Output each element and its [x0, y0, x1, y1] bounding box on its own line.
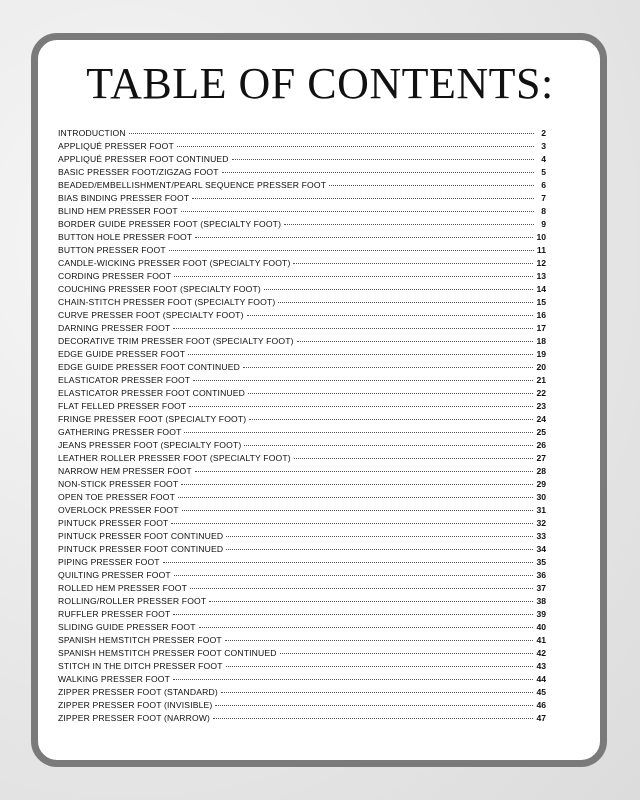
toc-entry-label: INTRODUCTION [58, 128, 126, 138]
toc-entry-label: BIAS BINDING PRESSER FOOT [58, 193, 190, 203]
toc-entry-page-number: 38 [536, 596, 546, 606]
toc-entry-page-number: 46 [536, 700, 546, 710]
toc-entry-label: NON-STICK PRESSER FOOT [58, 479, 179, 489]
toc-entry-label: ZIPPER PRESSER FOOT (NARROW) [58, 713, 211, 723]
toc-entry-page-number: 18 [536, 336, 546, 346]
toc-entry-page-number: 27 [536, 453, 546, 463]
toc-entry [58, 686, 546, 699]
toc-entry [58, 556, 546, 569]
dot-leader [129, 133, 534, 134]
toc-entry [58, 400, 546, 413]
toc-entry-label: BASIC PRESSER FOOT/ZIGZAG FOOT [58, 167, 219, 177]
toc-entry [58, 465, 546, 478]
toc-entry-label: OPEN TOE PRESSER FOOT [58, 492, 175, 502]
toc-entry-page-number: 8 [541, 206, 546, 216]
toc-entry-label: OVERLOCK PRESSER FOOT [58, 505, 179, 515]
toc-entry [58, 699, 546, 712]
toc-entry [58, 439, 546, 452]
toc-entry [58, 166, 546, 179]
toc-entry-page-number: 20 [536, 362, 546, 372]
toc-entry [58, 153, 546, 166]
dot-leader [209, 601, 533, 602]
toc-entry-label: ROLLING/ROLLER PRESSER FOOT [58, 596, 207, 606]
toc-entry-label: QUILTING PRESSER FOOT [58, 570, 171, 580]
dot-leader [293, 263, 533, 264]
dot-leader [278, 302, 533, 303]
toc-entry-label: WALKING PRESSER FOOT [58, 674, 171, 684]
toc-entry [58, 452, 546, 465]
toc-entry-page-number: 32 [536, 518, 546, 528]
toc-entry-page-number: 17 [536, 323, 546, 333]
toc-entry-label: FRINGE PRESSER FOOT (SPECIALTY FOOT) [58, 414, 247, 424]
table-of-contents [58, 127, 546, 725]
dot-leader [284, 224, 534, 225]
toc-entry [58, 621, 546, 634]
toc-entry-page-number: 9 [541, 219, 546, 229]
dot-leader [190, 588, 533, 589]
toc-entry-label: APPLIQUÉ PRESSER FOOT [58, 141, 174, 151]
dot-leader [171, 523, 533, 524]
toc-entry-page-number: 47 [536, 713, 546, 723]
toc-entry [58, 231, 546, 244]
toc-entry-label: EDGE GUIDE PRESSER FOOT [58, 349, 186, 359]
toc-entry-label: NARROW HEM PRESSER FOOT [58, 466, 192, 476]
dot-leader [169, 250, 534, 251]
toc-entry-label: BUTTON HOLE PRESSER FOOT [58, 232, 193, 242]
toc-entry [58, 179, 546, 192]
toc-entry-page-number: 14 [536, 284, 546, 294]
toc-entry [58, 660, 546, 673]
toc-entry-page-number: 15 [536, 297, 546, 307]
toc-entry-label: STITCH IN THE DITCH PRESSER FOOT [58, 661, 223, 671]
toc-entry-label: PINTUCK PRESSER FOOT CONTINUED [58, 531, 224, 541]
toc-entry [58, 348, 546, 361]
toc-entry-page-number: 29 [536, 479, 546, 489]
toc-entry-page-number: 3 [541, 141, 546, 151]
toc-entry-label: SPANISH HEMSTITCH PRESSER FOOT [58, 635, 222, 645]
dot-leader [280, 653, 534, 654]
dot-leader [226, 536, 533, 537]
toc-entry-page-number: 34 [536, 544, 546, 554]
dot-leader [247, 315, 534, 316]
toc-entry-page-number: 37 [536, 583, 546, 593]
toc-entry-label: RUFFLER PRESSER FOOT [58, 609, 171, 619]
toc-entry-label: APPLIQUÉ PRESSER FOOT CONTINUED [58, 154, 229, 164]
toc-entry [58, 335, 546, 348]
toc-entry [58, 257, 546, 270]
toc-entry-page-number: 28 [536, 466, 546, 476]
toc-entry-page-number: 22 [536, 388, 546, 398]
dot-leader [249, 419, 533, 420]
dot-leader [222, 172, 534, 173]
toc-entry-label: DECORATIVE TRIM PRESSER FOOT (SPECIALTY FOOT) [58, 336, 294, 346]
dot-leader [174, 575, 534, 576]
toc-entry-page-number: 2 [541, 128, 546, 138]
toc-entry [58, 387, 546, 400]
toc-entry-label: CORDING PRESSER FOOT [58, 271, 172, 281]
toc-entry-page-number: 19 [536, 349, 546, 359]
toc-entry [58, 270, 546, 283]
dot-leader [264, 289, 534, 290]
toc-entry-page-number: 44 [536, 674, 546, 684]
toc-entry [58, 296, 546, 309]
toc-entry-page-number: 4 [541, 154, 546, 164]
toc-entry-page-number: 43 [536, 661, 546, 671]
toc-entry-label: PINTUCK PRESSER FOOT CONTINUED [58, 544, 224, 554]
toc-entry-page-number: 6 [541, 180, 546, 190]
toc-entry-page-number: 5 [541, 167, 546, 177]
toc-entry-label: ZIPPER PRESSER FOOT (INVISIBLE) [58, 700, 213, 710]
toc-entry [58, 673, 546, 686]
toc-entry [58, 205, 546, 218]
toc-entry-page-number: 36 [536, 570, 546, 580]
toc-entry-page-number: 39 [536, 609, 546, 619]
toc-entry-label: BUTTON PRESSER FOOT [58, 245, 166, 255]
dot-leader [243, 367, 533, 368]
toc-entry-label: SPANISH HEMSTITCH PRESSER FOOT CONTINUED [58, 648, 277, 658]
toc-entry [58, 491, 546, 504]
toc-entry-label: BORDER GUIDE PRESSER FOOT (SPECIALTY FOOT) [58, 219, 282, 229]
dot-leader [329, 185, 534, 186]
toc-entry-page-number: 13 [536, 271, 546, 281]
toc-entry-page-number: 42 [536, 648, 546, 658]
toc-entry [58, 322, 546, 335]
toc-entry [58, 426, 546, 439]
toc-entry [58, 374, 546, 387]
dot-leader [173, 328, 533, 329]
dot-leader [213, 718, 533, 719]
dot-leader [215, 705, 533, 706]
dot-leader [225, 640, 534, 641]
toc-entry [58, 244, 546, 257]
dot-leader [297, 341, 534, 342]
toc-entry [58, 647, 546, 660]
toc-entry [58, 283, 546, 296]
dot-leader [188, 354, 533, 355]
dot-leader [181, 484, 533, 485]
toc-entry-label: COUCHING PRESSER FOOT (SPECIALTY FOOT) [58, 284, 261, 294]
toc-entry [58, 413, 546, 426]
toc-entry-label: EDGE GUIDE PRESSER FOOT CONTINUED [58, 362, 240, 372]
toc-entry-label: PIPING PRESSER FOOT [58, 557, 160, 567]
toc-entry [58, 361, 546, 374]
toc-entry-page-number: 41 [536, 635, 546, 645]
toc-entry-page-number: 23 [536, 401, 546, 411]
toc-entry [58, 504, 546, 517]
toc-entry-label: PINTUCK PRESSER FOOT [58, 518, 169, 528]
dot-leader [178, 497, 533, 498]
toc-entry-label: SLIDING GUIDE PRESSER FOOT [58, 622, 196, 632]
toc-entry-page-number: 16 [536, 310, 546, 320]
toc-entry-label: JEANS PRESSER FOOT (SPECIALTY FOOT) [58, 440, 242, 450]
toc-entry [58, 634, 546, 647]
toc-entry [58, 530, 546, 543]
toc-entry [58, 517, 546, 530]
dot-leader [248, 393, 533, 394]
toc-entry-page-number: 40 [536, 622, 546, 632]
toc-entry-label: CHAIN-STITCH PRESSER FOOT (SPECIALTY FOOT) [58, 297, 276, 307]
toc-entry-label: DARNING PRESSER FOOT [58, 323, 171, 333]
toc-entry-page-number: 45 [536, 687, 546, 697]
toc-entry [58, 595, 546, 608]
toc-entry [58, 309, 546, 322]
toc-entry [58, 192, 546, 205]
dot-leader [189, 406, 533, 407]
toc-entry-label: ROLLED HEM PRESSER FOOT [58, 583, 188, 593]
dot-leader [232, 159, 534, 160]
toc-entry-page-number: 10 [536, 232, 546, 242]
dot-leader [173, 679, 533, 680]
dot-leader [193, 380, 533, 381]
toc-entry-page-number: 25 [536, 427, 546, 437]
dot-leader [226, 666, 534, 667]
dot-leader [195, 237, 533, 238]
toc-entry-label: ZIPPER PRESSER FOOT (STANDARD) [58, 687, 218, 697]
toc-entry [58, 543, 546, 556]
toc-entry-label: ELASTICATOR PRESSER FOOT CONTINUED [58, 388, 246, 398]
dot-leader [181, 211, 534, 212]
dot-leader [184, 432, 533, 433]
toc-entry [58, 140, 546, 153]
dot-leader [177, 146, 534, 147]
toc-entry-label: BEADED/EMBELLISHMENT/PEARL SEQUENCE PRESSER FOOT [58, 180, 327, 190]
dot-leader [195, 471, 534, 472]
toc-entry-page-number: 11 [536, 245, 546, 255]
toc-entry-page-number: 35 [536, 557, 546, 567]
toc-entry-page-number: 24 [536, 414, 546, 424]
dot-leader [163, 562, 534, 563]
dot-leader [173, 614, 533, 615]
toc-entry-label: GATHERING PRESSER FOOT [58, 427, 182, 437]
dot-leader [182, 510, 534, 511]
toc-entry-page-number: 33 [536, 531, 546, 541]
dot-leader [244, 445, 533, 446]
dot-leader [294, 458, 534, 459]
toc-entry-label: ELASTICATOR PRESSER FOOT [58, 375, 191, 385]
toc-entry-page-number: 26 [536, 440, 546, 450]
toc-entry-page-number: 12 [536, 258, 546, 268]
toc-entry [58, 218, 546, 231]
toc-entry-page-number: 31 [536, 505, 546, 515]
toc-entry-label: BLIND HEM PRESSER FOOT [58, 206, 178, 216]
toc-entry-label: LEATHER ROLLER PRESSER FOOT (SPECIALTY FOOT) [58, 453, 291, 463]
toc-entry-page-number: 30 [536, 492, 546, 502]
toc-entry [58, 712, 546, 725]
toc-entry [58, 608, 546, 621]
dot-leader [226, 549, 533, 550]
toc-entry [58, 582, 546, 595]
page-title: TABLE OF CONTENTS: [86, 59, 554, 108]
toc-entry-page-number: 7 [541, 193, 546, 203]
dot-leader [192, 198, 534, 199]
toc-entry-label: CURVE PRESSER FOOT (SPECIALTY FOOT) [58, 310, 244, 320]
toc-entry-page-number: 21 [536, 375, 546, 385]
dot-leader [221, 692, 534, 693]
toc-entry [58, 569, 546, 582]
toc-entry [58, 127, 546, 140]
toc-entry [58, 478, 546, 491]
toc-entry-label: FLAT FELLED PRESSER FOOT [58, 401, 187, 411]
toc-entry-label: CANDLE-WICKING PRESSER FOOT (SPECIALTY FOOT) [58, 258, 291, 268]
dot-leader [199, 627, 534, 628]
dot-leader [174, 276, 533, 277]
